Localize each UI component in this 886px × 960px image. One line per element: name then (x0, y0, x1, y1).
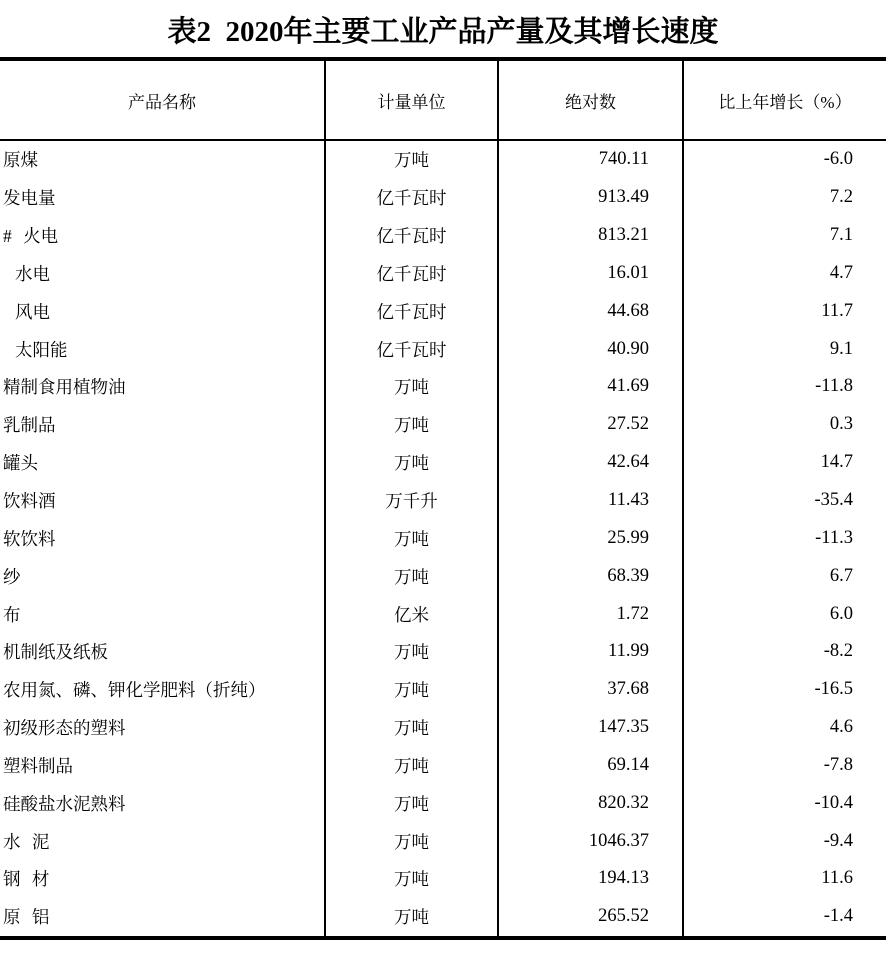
cell-growth: 11.7 (683, 292, 886, 330)
cell-name: 太阳能 (15, 339, 68, 360)
column-header-growth: 比上年增长（%） (683, 59, 886, 140)
cell-value: 913.49 (498, 179, 683, 217)
cell-name: 钢 材 (3, 869, 50, 890)
cell-growth: -11.3 (683, 519, 886, 557)
cell-value: 42.64 (498, 444, 683, 482)
cell-name: 硅酸盐水泥熟料 (3, 793, 126, 814)
table-row (0, 292, 886, 330)
cell-unit: 万吨 (325, 709, 498, 747)
table-row (0, 709, 886, 747)
cell-name: 机制纸及纸板 (3, 642, 108, 663)
table-header-row (0, 59, 886, 140)
cell-value: 16.01 (498, 255, 683, 293)
cell-value: 265.52 (498, 898, 683, 938)
cell-value: 1.72 (498, 595, 683, 633)
table-row (0, 444, 886, 482)
cell-unit: 万吨 (325, 898, 498, 938)
cell-name: 精制食用植物油 (3, 377, 126, 398)
cell-unit: 万吨 (325, 368, 498, 406)
table-row (0, 482, 886, 520)
cell-unit: 万吨 (325, 519, 498, 557)
cell-growth: 4.7 (683, 255, 886, 293)
column-header-product: 产品名称 (0, 59, 325, 140)
cell-growth: -9.4 (683, 822, 886, 860)
cell-value: 147.35 (498, 709, 683, 747)
column-header-absolute: 绝对数 (498, 59, 683, 140)
cell-unit: 万吨 (325, 444, 498, 482)
cell-name: 水电 (15, 263, 50, 284)
cell-unit: 亿千瓦时 (325, 292, 498, 330)
cell-growth: -35.4 (683, 482, 886, 520)
cell-value: 68.39 (498, 557, 683, 595)
cell-name: 初级形态的塑料 (3, 718, 126, 739)
cell-growth: 14.7 (683, 444, 886, 482)
cell-value: 41.69 (498, 368, 683, 406)
cell-growth: -10.4 (683, 784, 886, 822)
table-row (0, 860, 886, 898)
cell-value: 11.99 (498, 633, 683, 671)
cell-growth: 11.6 (683, 860, 886, 898)
cell-unit: 万吨 (325, 747, 498, 785)
cell-name: 原煤 (3, 150, 38, 171)
cell-unit: 万吨 (325, 633, 498, 671)
table-row (0, 140, 886, 179)
cell-name: 乳制品 (3, 415, 56, 436)
cell-growth: -16.5 (683, 671, 886, 709)
cell-unit: 万吨 (325, 822, 498, 860)
cell-unit: 万吨 (325, 784, 498, 822)
table-row (0, 633, 886, 671)
table-row (0, 784, 886, 822)
cell-unit: 万吨 (325, 671, 498, 709)
cell-growth: 7.1 (683, 217, 886, 255)
cell-value: 69.14 (498, 747, 683, 785)
table-row (0, 671, 886, 709)
cell-name: 风电 (15, 301, 50, 322)
table-row (0, 519, 886, 557)
cell-name: 水 泥 (3, 831, 50, 852)
cell-growth: 0.3 (683, 406, 886, 444)
cell-value: 820.32 (498, 784, 683, 822)
cell-growth: -8.2 (683, 633, 886, 671)
cell-name: 原 铝 (3, 907, 50, 928)
cell-growth: -7.8 (683, 747, 886, 785)
table-row (0, 217, 886, 255)
table-title: 表2 2020年主要工业产品产量及其增长速度 (167, 16, 719, 48)
cell-growth: 6.7 (683, 557, 886, 595)
table-body (0, 140, 886, 938)
cell-value: 25.99 (498, 519, 683, 557)
cell-unit: 万吨 (325, 557, 498, 595)
cell-value: 37.68 (498, 671, 683, 709)
table-row (0, 368, 886, 406)
table-row (0, 330, 886, 368)
cell-unit: 万吨 (325, 140, 498, 179)
cell-name: 饮料酒 (3, 491, 56, 512)
cell-unit: 万吨 (325, 406, 498, 444)
cell-unit: 亿千瓦时 (325, 179, 498, 217)
cell-growth: 4.6 (683, 709, 886, 747)
cell-name: # 火电 (3, 226, 59, 247)
cell-growth: -1.4 (683, 898, 886, 938)
cell-growth: 7.2 (683, 179, 886, 217)
cell-value: 194.13 (498, 860, 683, 898)
table-row (0, 747, 886, 785)
table-row (0, 179, 886, 217)
table-row (0, 595, 886, 633)
cell-name: 软饮料 (3, 528, 56, 549)
cell-name: 塑料制品 (3, 755, 73, 776)
table-header (0, 59, 886, 140)
cell-growth: -11.8 (683, 368, 886, 406)
cell-value: 11.43 (498, 482, 683, 520)
cell-unit: 亿千瓦时 (325, 255, 498, 293)
cell-unit: 万吨 (325, 860, 498, 898)
cell-name: 发电量 (3, 188, 56, 209)
cell-unit: 亿千瓦时 (325, 217, 498, 255)
cell-growth: -6.0 (683, 140, 886, 179)
cell-unit: 万千升 (325, 482, 498, 520)
cell-value: 40.90 (498, 330, 683, 368)
cell-value: 27.52 (498, 406, 683, 444)
cell-growth: 6.0 (683, 595, 886, 633)
table-row (0, 898, 886, 938)
cell-unit: 亿米 (325, 595, 498, 633)
industrial-output-table (0, 57, 886, 940)
cell-name: 纱 (3, 566, 21, 587)
table-row (0, 822, 886, 860)
cell-unit: 亿千瓦时 (325, 330, 498, 368)
cell-growth: 9.1 (683, 330, 886, 368)
cell-value: 740.11 (498, 140, 683, 179)
cell-name: 布 (3, 604, 21, 625)
cell-name: 罐头 (3, 453, 38, 474)
cell-value: 44.68 (498, 292, 683, 330)
table-row (0, 406, 886, 444)
document-page (0, 12, 886, 960)
cell-value: 813.21 (498, 217, 683, 255)
cell-value: 1046.37 (498, 822, 683, 860)
table-row (0, 255, 886, 293)
cell-name: 农用氮、磷、钾化学肥料（折纯） (3, 680, 266, 701)
table-row (0, 557, 886, 595)
column-header-unit: 计量单位 (325, 59, 498, 140)
